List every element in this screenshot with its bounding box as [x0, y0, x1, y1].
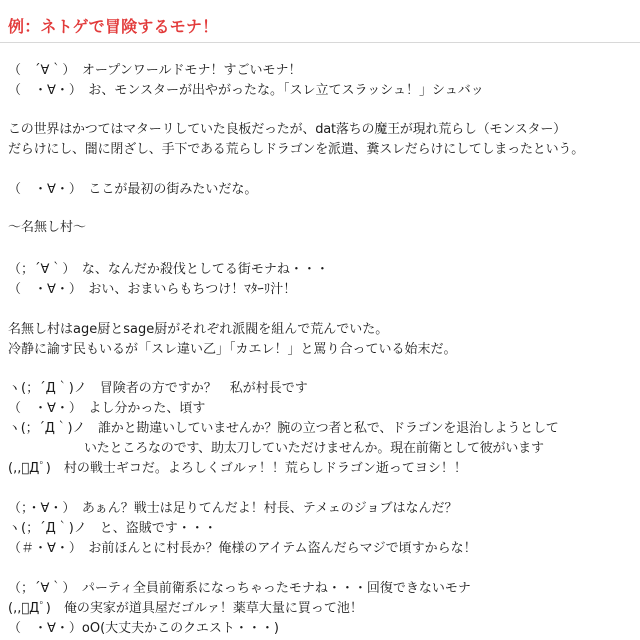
dialogue-line: ヽ(；´Д｀)ノ 誰かと勘違いしていませんか？腕の立つ者と私で、ドラゴンを退治しようとして	[8, 421, 559, 436]
page-title: 例：ネトゲで冒険するモナ！	[8, 17, 219, 36]
dialogue-line: ヽ(；´Д｀)ノ 冒険者の方ですか？ 私が村長です	[8, 381, 308, 396]
dialogue-line: （ ・∀・）oO(大丈夫かこのクエスト・・・)	[8, 621, 279, 636]
narration-line: 冷静に諭す民もいるが「スレ違い乙」「カエレ！」と罵り合っている始末だ。	[8, 342, 457, 357]
dialogue-line: （ ・∀・） ここが最初の街みたいだな。	[8, 182, 258, 197]
dialogue-line: （ ´∀｀） オープンワールドモナ！すごいモナ！	[8, 63, 302, 78]
title-divider	[0, 42, 640, 43]
dialogue-line: (,,ﾟДﾟ) 村の戦士ギコだ。よろしくゴルァ！！荒らしドラゴン逝ってヨシ！！	[8, 461, 467, 476]
dialogue-line: （；´∀｀） な、なんだか殺伐としてる街モナね・・・	[8, 262, 329, 277]
dialogue-line: （ ・∀・） おい、おまいらもちつけ！ﾏﾀｰﾘ汁！	[8, 282, 297, 297]
dialogue-line: （ ・∀・） お、モンスターが出やがったな。「スレ立てスラッシュ！」シュバッ	[8, 83, 484, 98]
dialogue-line: ヽ(；´Д｀)ノ と、盗賊です・・・	[8, 521, 217, 536]
dialogue-line: （ ・∀・） よし分かった、頃す	[8, 401, 206, 416]
narration-line: 名無し村はage厨とsage厨がそれぞれ派閥を組んで荒んでいた。	[8, 322, 389, 337]
dialogue-line: （；´∀｀） パーティ全員前衛系になっちゃったモナね・・・回復できないモナ	[8, 581, 471, 596]
dialogue-line: （＃・∀・） お前ほんとに村長か？俺様のアイテム盗んだらマジで頃すからな！	[8, 541, 477, 556]
dialogue-continuation: いたところなのです、助太刀していただけませんか。現在前衛として彼がいます	[84, 441, 544, 456]
location-heading: 〜名無し村〜	[8, 220, 87, 235]
narration-line: この世界はかつてはマターリしていた良板だったが、dat落ちの魔王が現れ荒らし（モンスター）	[8, 122, 566, 137]
narration-line: だらけにし、闇に閉ざし、手下である荒らしドラゴンを派遣、糞スレだらけにしてしまったという。	[8, 142, 585, 157]
dialogue-line: （；・∀・） あぁん？戦士は足りてんだよ！村長、テメェのジョブはなんだ？	[8, 501, 458, 516]
dialogue-line: (,,ﾟДﾟ) 俺の実家が道具屋だゴルァ！薬草大量に買って池！	[8, 601, 363, 616]
